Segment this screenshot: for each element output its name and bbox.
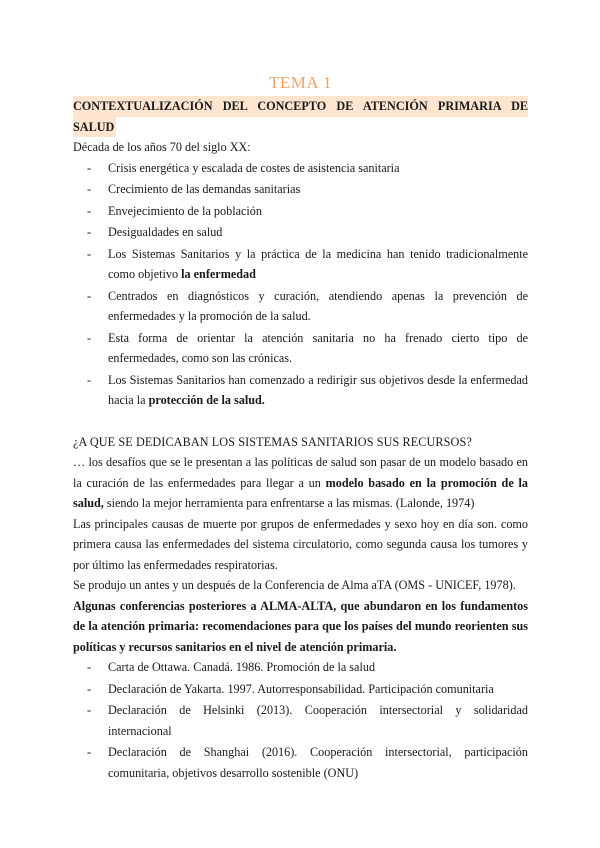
paragraph-4: Algunas conferencias posteriores a ALMA-ALTA, que abundaron en los fundamentos de la atención primaria: recomendaciones para que los países del mundo reorienten sus políticas y recursos sanitarios en el nivel de atención primaria.	[73, 598, 528, 654]
paragraph-2: Las principales causas de muerte por grupos de enfermedades y sexo hoy en día son. como primera causa las enfermedades del sistema circulatorio, como segunda causa los tumores y por último las enfermedades respiratorias.	[73, 516, 528, 572]
list-item: - Centrados en diagnósticos y curación, atendiendo apenas la prevención de enfermedades y la promoción de la salud.	[73, 286, 528, 327]
list-item: - Declaración de Helsinki (2013). Cooperación intersectorial y solidaridad internacional	[73, 700, 528, 741]
document-title: TEMA 1	[269, 73, 332, 92]
conferences-list	[73, 657, 528, 783]
bold-text: modelo basado en la promoción de la salud,	[73, 475, 528, 510]
list-item: - Esta forma de orientar la atención sanitaria no ha frenado cierto tipo de enfermedades, como son las crónicas.	[73, 328, 528, 369]
list-item: - Envejecimiento de la población	[73, 201, 528, 222]
list-item: - Desigualdades en salud	[73, 222, 528, 243]
list-item: - Declaración de Shanghai (2016). Cooperación intersectorial, participación comunitaria, objetivos desarrollo sostenible (ONU)	[73, 742, 528, 783]
bold-text: protección de la salud.	[148, 393, 265, 407]
list-item: - Los Sistemas Sanitarios y la práctica de la medicina han tenido tradicionalmente como objetivo la enfermedad	[73, 244, 528, 285]
list-item: - Crecimiento de las demandas sanitarias	[73, 179, 528, 200]
list-item: - Crisis energética y escalada de costes de asistencia sanitaria	[73, 158, 528, 179]
question-heading: ¿A QUE SE DEDICABAN LOS SISTEMAS SANITARIOS SUS RECURSOS?	[73, 434, 472, 449]
paragraph-3: Se produjo un antes y un después de la Conferencia de Alma aTA (OMS - UNICEF, 1978).	[73, 578, 516, 592]
bold-text: la enfermedad	[181, 267, 256, 281]
section-heading	[73, 96, 528, 137]
context-list	[73, 158, 528, 411]
intro-text: Década de los años 70 del siglo XX:	[73, 140, 251, 154]
list-item: - Declaración de Yakarta. 1997. Autorresponsabilidad. Participación comunitaria	[73, 679, 528, 700]
paragraph-1: … los desafíos que se le presentan a las políticas de salud son pasar de un modelo basado en la curación de las enfermedades para llegar a un modelo basado en la promoción de la salud, siendo la mejor herramienta para enfrentarse a las mismas. (Lalonde, 1974)	[73, 455, 528, 510]
list-item: - Los Sistemas Sanitarios han comenzado a redirigir sus objetivos desde la enfermedad hacia la protección de la salud.	[73, 370, 528, 411]
list-item: - Carta de Ottawa. Canadá. 1986. Promoción de la salud	[73, 657, 528, 678]
section-heading-line2: SALUD	[73, 117, 116, 138]
document-page	[73, 70, 528, 784]
section-heading-line1: CONTEXTUALIZACIÓN DEL CONCEPTO DE ATENCIÓN PRIMARIA DE	[73, 96, 528, 117]
